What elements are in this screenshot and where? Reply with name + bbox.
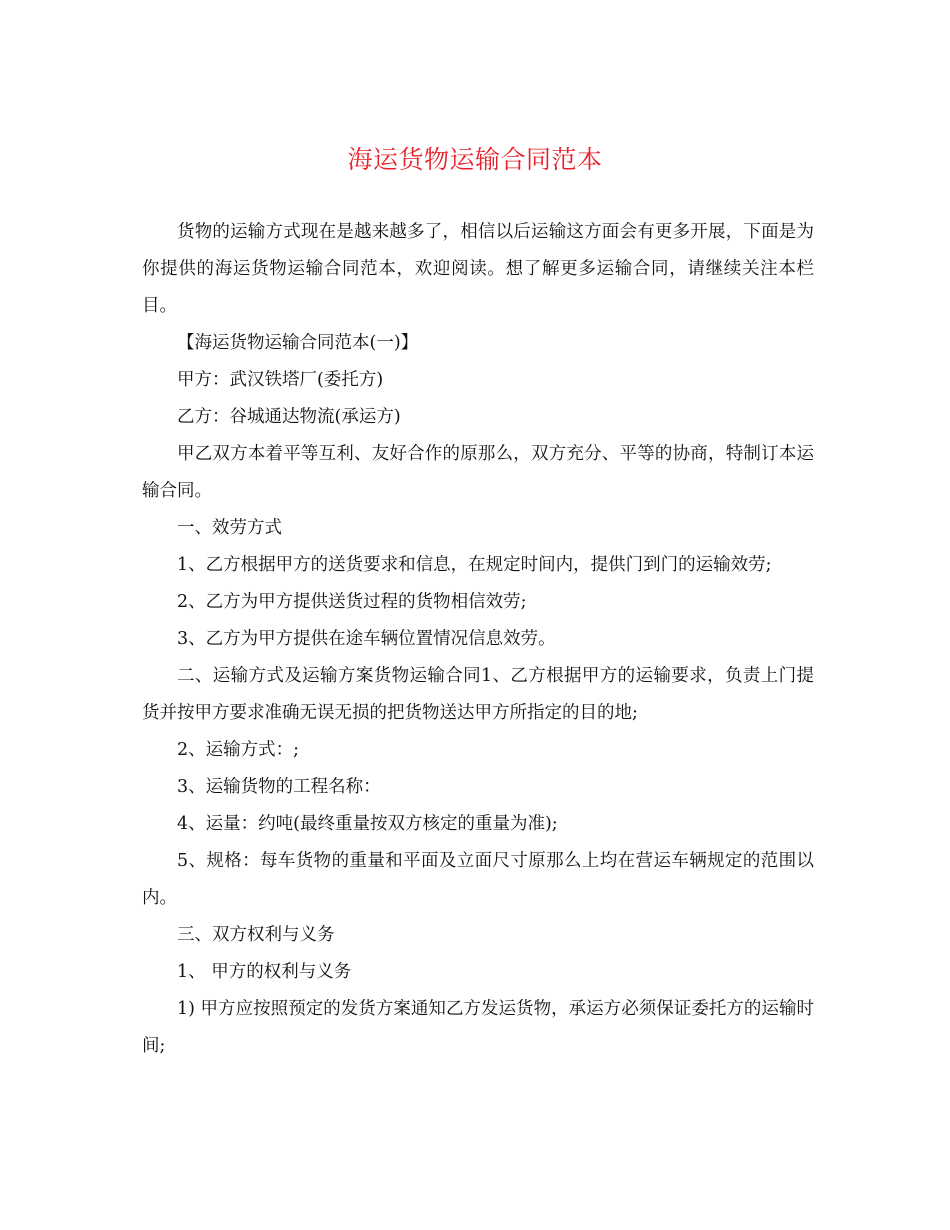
clause-paragraph: 3、乙方为甲方提供在途车辆位置情况信息效劳。	[177, 629, 556, 649]
document-title: 海运货物运输合同范本	[347, 145, 603, 174]
clause-paragraph: 2、运输方式：;	[177, 740, 300, 760]
party-a: 甲方：武汉铁塔厂(委托方)	[177, 370, 384, 390]
clause-paragraph: 1、乙方根据甲方的送货要求和信息，在规定时间内，提供门到门的运输效劳;	[177, 555, 772, 575]
preamble-paragraph: 甲乙双方本着平等互利、友好合作的原那么，双方充分、平等的协商，特制订本运输合同。	[142, 444, 814, 501]
document-body	[142, 214, 814, 1065]
section-heading: 三、双方权利与义务	[177, 925, 335, 945]
party-b: 乙方：谷城通达物流(承运方)	[177, 407, 401, 427]
section-heading: 一、效劳方式	[177, 518, 282, 538]
section-heading: 二、运输方式及运输方案货物运输合同1、乙方根据甲方的运输要求，负责上门提货并按甲方要求准确无误无损的把货物送达甲方所指定的目的地;	[142, 666, 814, 723]
clause-paragraph: 3、运输货物的工程名称：	[177, 777, 381, 797]
clause-paragraph: 4、运量：约吨(最终重量按双方核定的重量为准);	[177, 814, 558, 834]
clause-paragraph: 2、乙方为甲方提供送货过程的货物相信效劳;	[177, 592, 527, 612]
subsection-heading: 1、 甲方的权利与义务	[177, 962, 352, 982]
contract-heading: 【海运货物运输合同范本(一)】	[177, 333, 419, 353]
clause-paragraph: 1) 甲方应按照预定的发货方案通知乙方发运货物，承运方必须保证委托方的运输时间;	[142, 999, 814, 1056]
intro-paragraph: 货物的运输方式现在是越来越多了，相信以后运输这方面会有更多开展，下面是为你提供的海运货物运输合同范本，欢迎阅读。想了解更多运输合同，请继续关注本栏目。	[142, 222, 814, 316]
clause-paragraph: 5、规格：每车货物的重量和平面及立面尺寸原那么上均在营运车辆规定的范围以内。	[142, 851, 814, 908]
